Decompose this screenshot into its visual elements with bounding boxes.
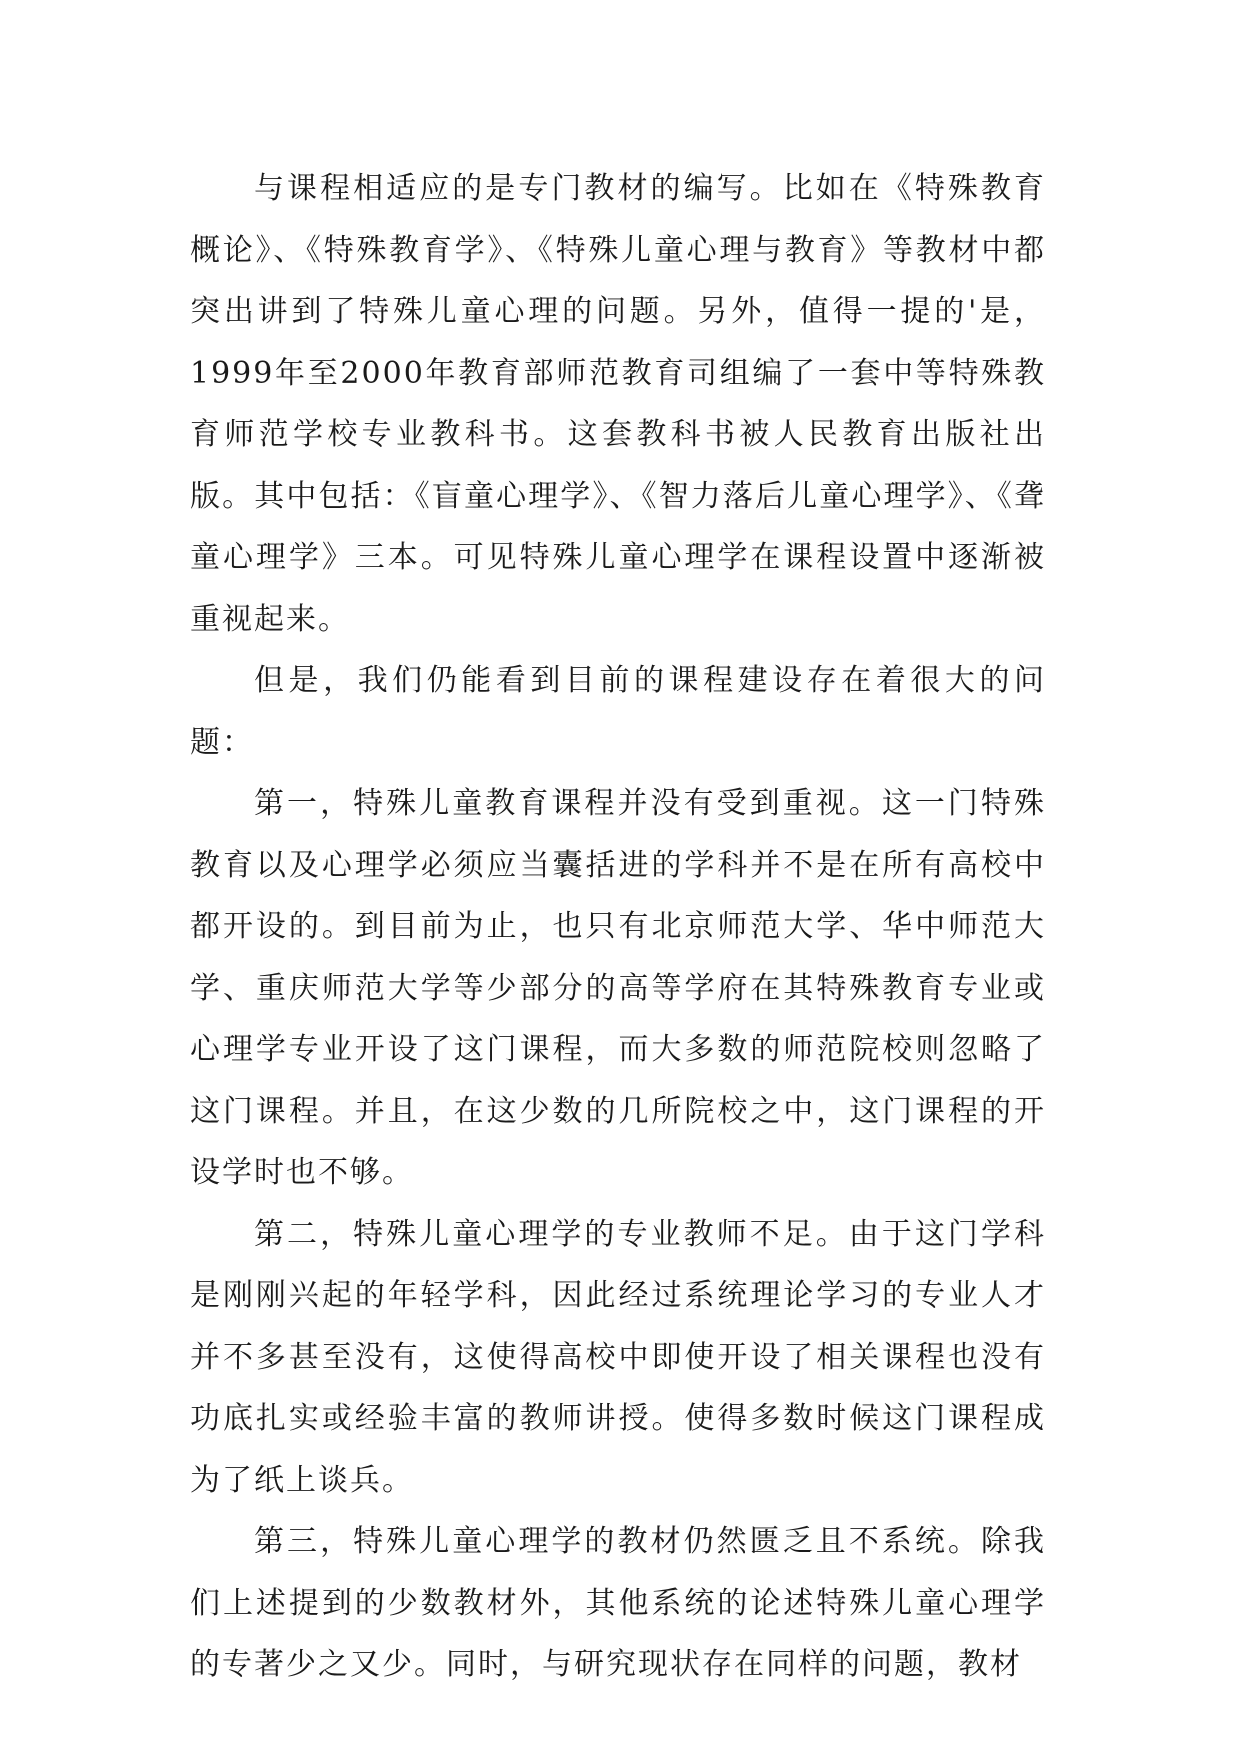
paragraph-second-problem: 第二，特殊儿童心理学的专业教师不足。由于这门学科是刚刚兴起的年轻学科，因此经过系统理论学习的专业人才并不多甚至没有，这使得高校中即使开设了相关课程也没有功底扎实或经验丰富的教师讲授。使得多数时候这门课程成为了纸上谈兵。	[190, 1216, 1046, 1498]
paragraph-third-problem: 第三，特殊儿童心理学的教材仍然匮乏且不系统。除我们上述提到的少数教材外，其他系统的论述特殊儿童心理学的专著少之又少。同时，与研究现状存在同样的问题，教材	[190, 1524, 1046, 1682]
paragraph-problems-intro: 但是，我们仍能看到目前的课程建设存在着很大的问题：	[190, 663, 1046, 760]
paragraph-first-problem: 第一，特殊儿童教育课程并没有受到重视。这一门特殊教育以及心理学必须应当囊括进的学科并不是在所有高校中都开设的。到目前为止，也只有北京师范大学、华中师范大学、重庆师范大学等少部分的高等学府在其特殊教育专业或心理学专业开设了这门课程，而大多数的师范院校则忽略了这门课程。并且，在这少数的几所院校之中，这门课程的开设学时也不够。	[190, 786, 1046, 1190]
paragraph-textbooks: 与课程相适应的是专门教材的编写。比如在《特殊教育概论》、《特殊教育学》、《特殊儿童心理与教育》等教材中都突出讲到了特殊儿童心理的问题。另外，值得一提的'是，1999年至2000年教育部师范教育司组编了一套中等特殊教育师范学校专业教科书。这套教科书被人民教育出版社出版。其中包括：《盲童心理学》、《智力落后儿童心理学》、《聋童心理学》三本。可见特殊儿童心理学在课程设置中逐渐被重视起来。	[190, 171, 1046, 637]
document-body	[190, 158, 1046, 1696]
